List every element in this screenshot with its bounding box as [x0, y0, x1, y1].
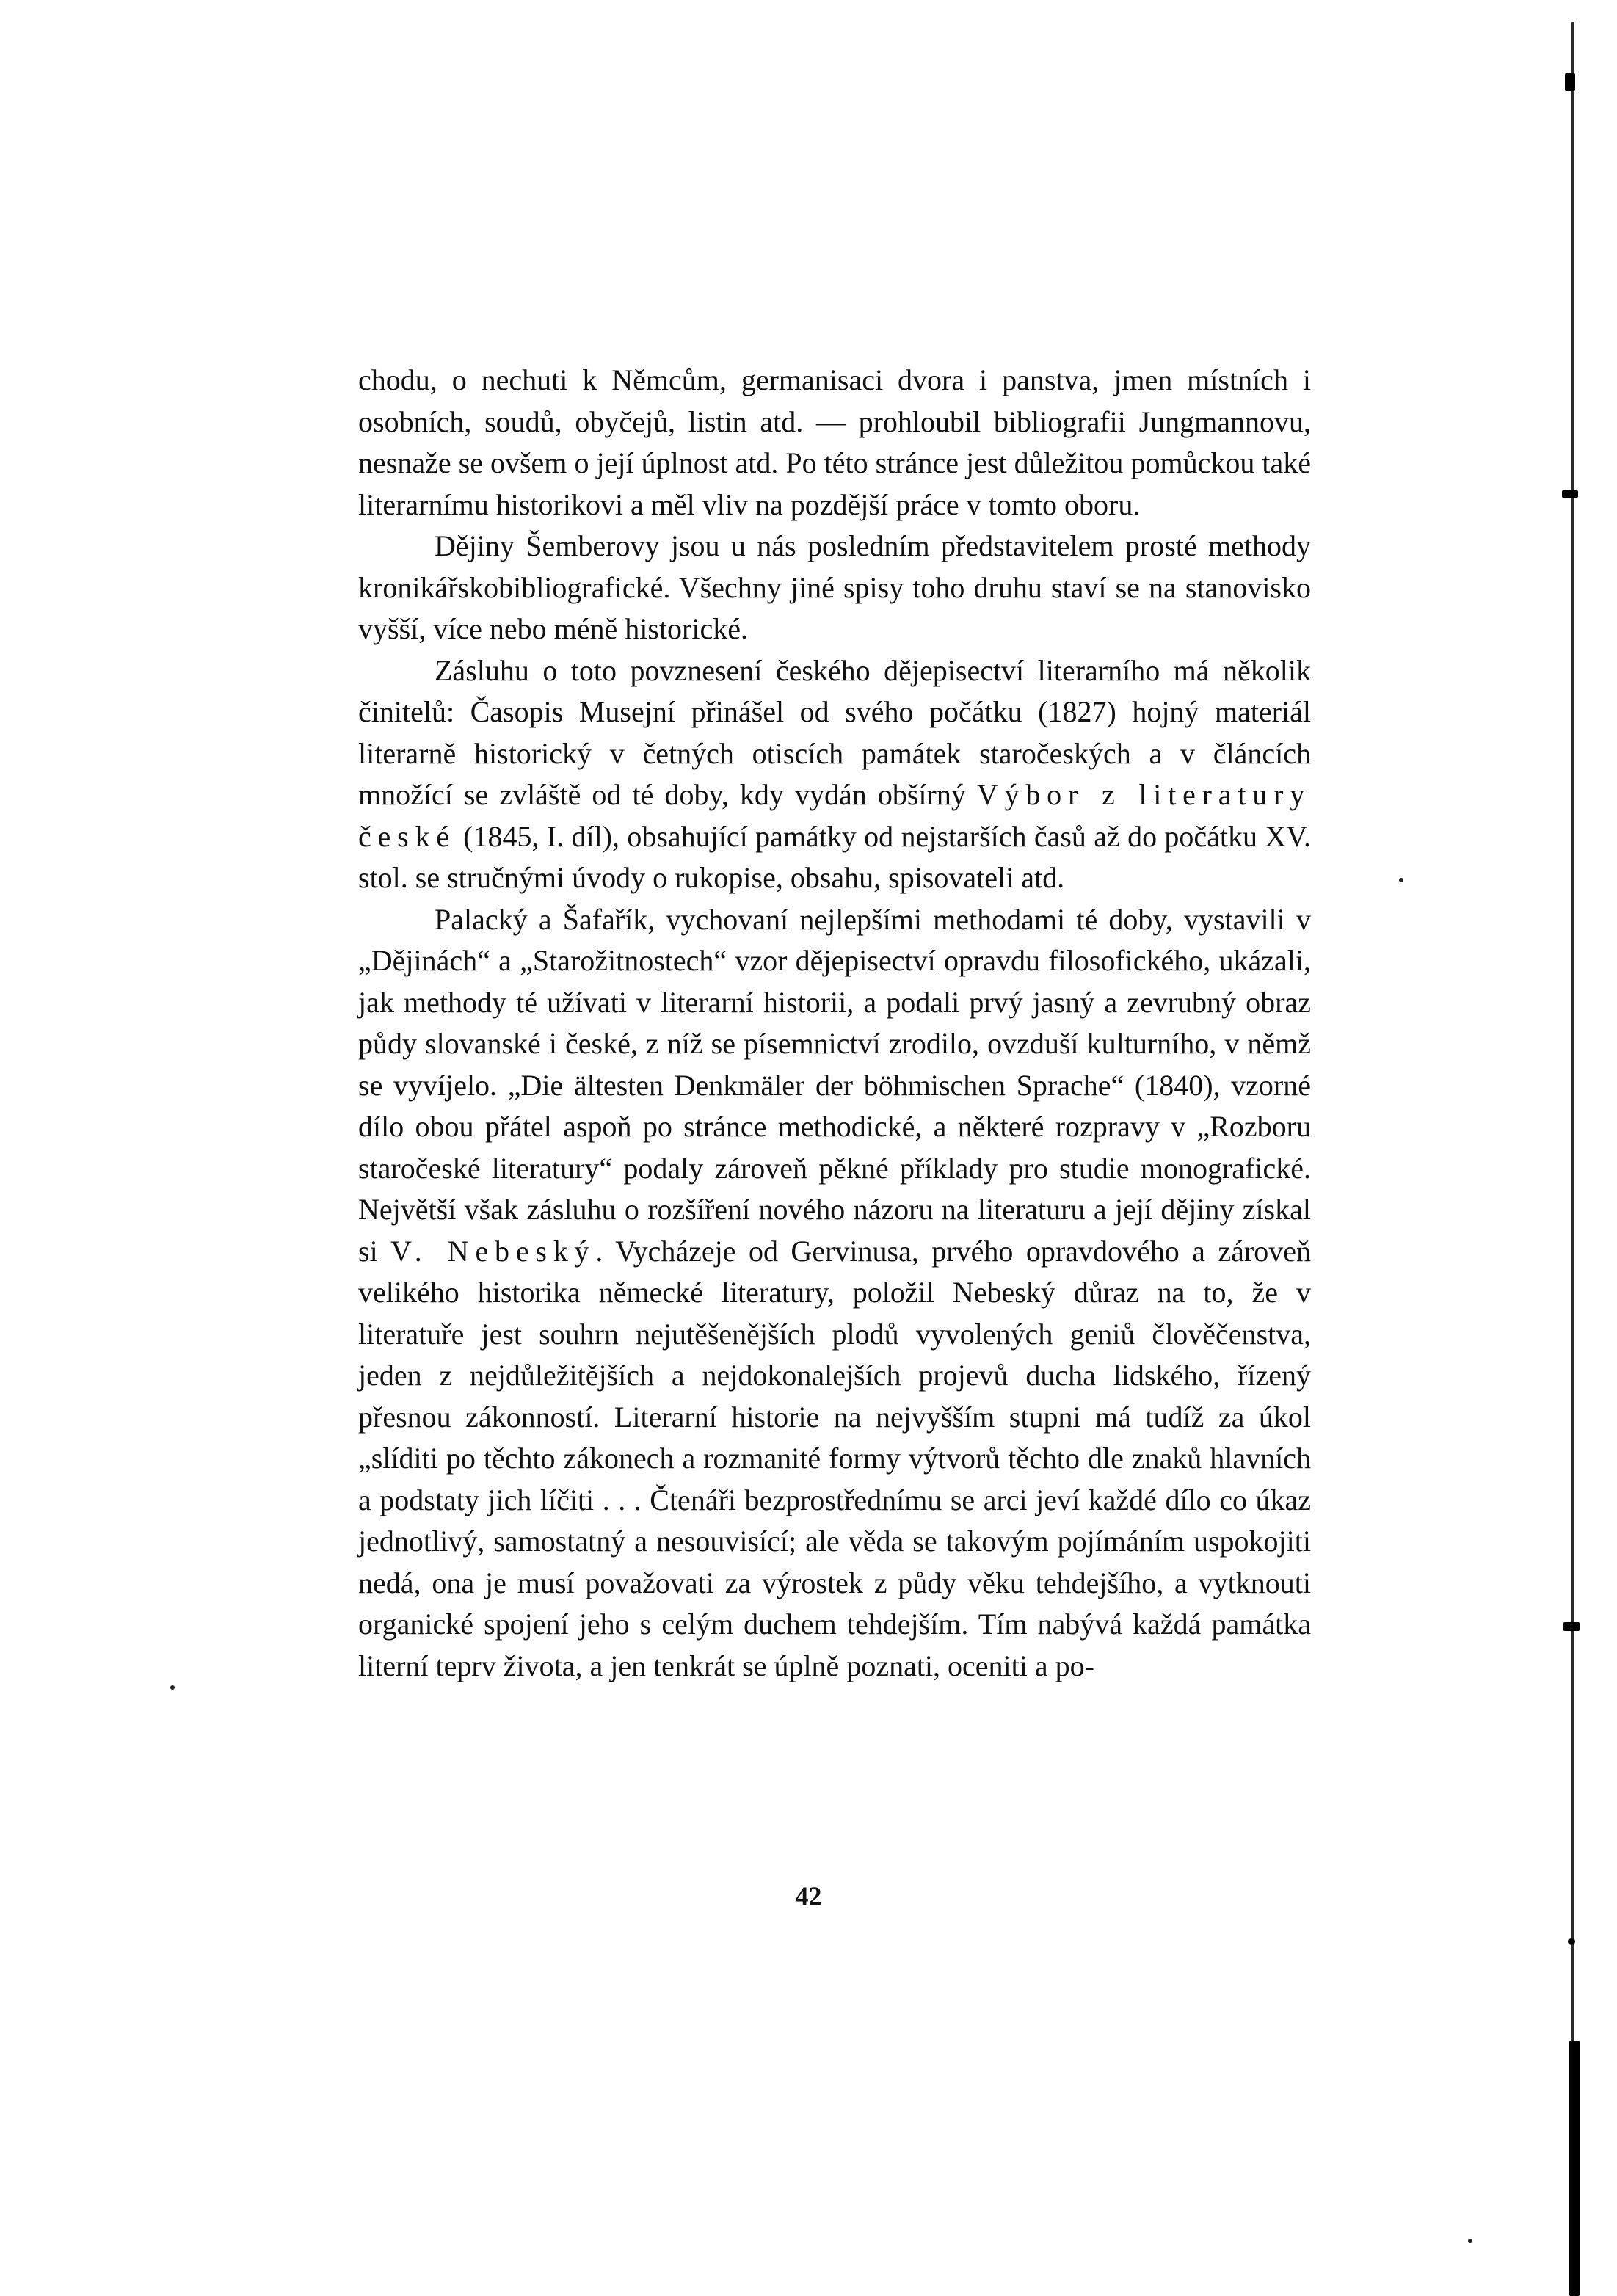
book-title-vybor: Výbor z literatury české — [358, 778, 1311, 853]
scan-speck — [1399, 878, 1403, 882]
scan-edge-mark — [1565, 73, 1575, 91]
scan-edge-mark — [1562, 490, 1578, 498]
paragraph-2 — [358, 526, 1311, 650]
scan-edge-line — [1571, 22, 1574, 2195]
scan-edge-mark — [1568, 1938, 1575, 1945]
body-text — [358, 360, 1311, 1687]
paragraph-3-text-a: Zásluhu o toto povznesení českého dějepisectví literarního má několik činitelů: Časopis Musejní přinášel od svého počátku (1827) hojný materiál literarně historický v četných otiscích památek staročeských a v článcích množící se zvláště od té doby, kdy vydán obšírný — [358, 653, 1311, 811]
page-number: 42 — [795, 1881, 822, 1911]
paragraph-4-text-a: Palacký a Šafařík, vychovaní nejlepšími methodami té doby, vystavili v „Dějinách“ a „Starožitnostech“ vzor dějepisectví opravdu filosofického, ukázali, jak methody té užívati v literarní historii, a podali prvý jasný a zevrubný obraz půdy slovanské i české, z níž se písemnictví zrodilo, ovzduší kulturního, v němž se vyvíjelo. „Die ältesten Denkmäler der böhmischen Sprache“ (1840), vzorné dílo obou přátel aspoň po stránce methodické, a některé rozpravy v „Rozboru staročeské literatury“ podaly zároveň pěkné příklady pro studie monografické. Největší však zásluhu o rozšíření nového názoru na literaturu a její dějiny získal si — [358, 902, 1311, 1268]
paragraph-2-text: Dějiny Šemberovy jsou u nás posledním představitelem prosté methody kronikářskobibliografické. Všechny jiné spisy toho druhu staví se na stanovisko vyšší, více nebo méně historické. — [358, 529, 1311, 645]
paragraph-1 — [358, 360, 1311, 526]
scan-speck — [1468, 2239, 1472, 2243]
paragraph-3-text-b: (1845, I. díl), obsahující památky od nejstarších časů až do počátku XV. stol. se stručnými úvody o rukopise, obsahu, spisovateli atd. — [358, 819, 1311, 894]
paragraph-4 — [358, 899, 1311, 1688]
scan-edge-mark — [1569, 2041, 1580, 2296]
scan-edge-mark — [1563, 1622, 1580, 1631]
paragraph-3 — [358, 650, 1311, 899]
author-name-nebesky: V. Nebeský — [390, 1234, 596, 1268]
scan-speck — [170, 1685, 175, 1690]
paragraph-4-text-b: . Vycházeje od Gervinusa, prvého opravdového a zároveň velikého historika německé literatury, položil Nebeský důraz na to, že v literatuře jest souhrn nejutěšenějších plodů vyvolených geniů člověčenstva, jeden z nejdůležitějších a nejdokonalejších projevů ducha lidského, řízený přesnou zákonností. Literarní historie na nejvyšším stupni má tudíž za úkol „slíditi po těchto zákonech a rozmanité formy výtvorů těchto dle znaků hlavních a podstaty jich líčiti . . . Čtenáři bezprostřednímu se arci jeví každé dílo co úkaz jednotlivý, samostatný a nesouvisící; ale věda se takovým pojímáním uspokojiti nedá, ona je musí považovati za výrostek z půdy věku tehdejšího, a vytknouti organické spojení jeho s celým duchem tehdejším. Tím nabývá každá památka literní teprv života, a jen tenkrát se úplně poznati, oceniti a po- — [358, 1234, 1311, 1682]
scan-edge-margin — [1572, 0, 1617, 2296]
paragraph-1-text: chodu, o nechuti k Němcům, germanisaci dvora i panstva, jmen místních i osobních, soudů, obyčejů, listin atd. — prohloubil bibliografii Jungmannovu, nesnaže se ovšem o její úplnost atd. Po této stránce jest důležitou pomůckou také literarnímu historikovi a měl vliv na pozdější práce v tomto oboru. — [358, 363, 1311, 521]
